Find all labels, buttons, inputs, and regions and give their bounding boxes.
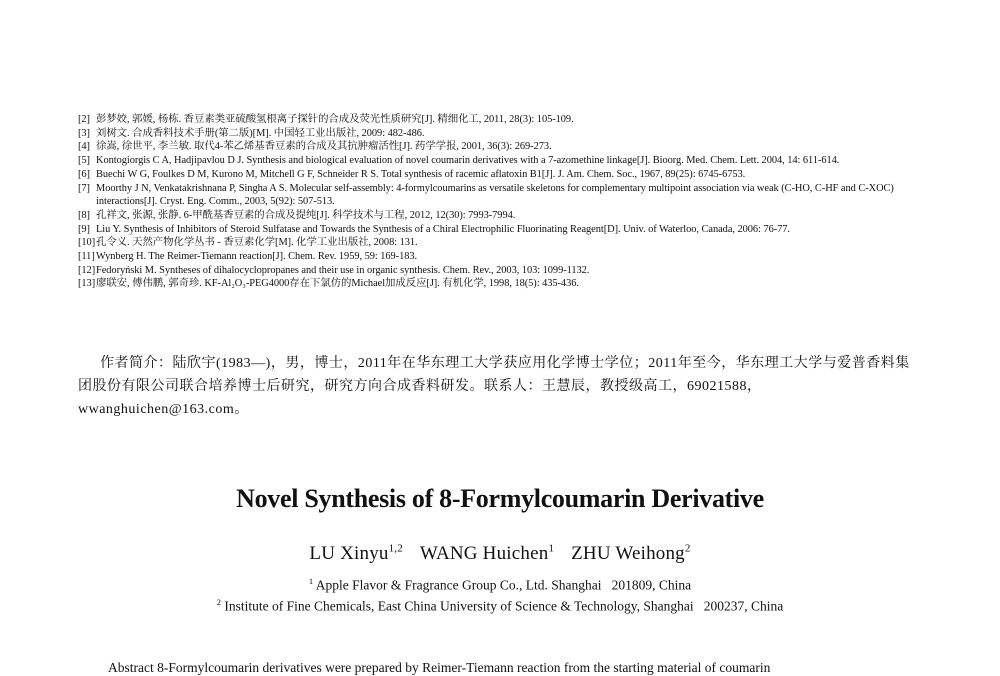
reference-item	[78, 250, 923, 264]
paper-title: Novel Synthesis of 8-Formylcoumarin Derivative	[236, 484, 764, 513]
author-affiliation-mark: 2	[684, 543, 691, 555]
affiliation-text: Apple Flavor & Fragrance Group Co., Ltd. Shanghai 201809, China	[315, 577, 692, 593]
author-name: ZHU Weihong	[571, 543, 685, 565]
affiliation-text: Institute of Fine Chemicals, East China University of Science & Technology, Shanghai 200237, China	[224, 598, 784, 614]
reference-number: [12]	[78, 264, 96, 276]
reference-text: 廖联安, 傅伟鹏, 郭奇珍. KF-Al₂O₃-PEG4000存在下氯仿的Michael加成反应[J]. 有机化学, 1998, 18(5): 435-436.	[96, 278, 579, 290]
reference-text: 孔祥文, 张源, 张静. 6-甲酰基香豆素的合成及提纯[J]. 科学技术与工程, 2012, 12(30): 7993-7994.	[96, 209, 516, 221]
reference-number: [9]	[78, 223, 90, 235]
reference-list	[78, 113, 923, 291]
reference-number: [11]	[78, 251, 95, 263]
reference-number: [6]	[78, 168, 90, 180]
reference-text: Kontogiorgis C A, Hadjipavlou D J. Synthesis and biological evaluation of novel coumarin derivatives with a 7-azomethine linkage[J]. Bioorg. Med. Chem. Lett. 2004, 14: 611-614.	[96, 155, 840, 167]
author	[309, 543, 403, 564]
author-affiliation-mark: 1,2	[388, 543, 403, 555]
reference-text: Moorthy J N, Venkatakrishnana P, Singha A S. Molecular self-assembly: 4-formylcoumarins as versatile skeletons for complementary multipoint association via weak (C-HO, C-HF and C-XOC) interactions[J]. Cryst. Eng. Comm., 2003, 5(92): 507-513.	[96, 182, 894, 208]
reference-text: 孔令义. 天然产物化学丛书 - 香豆素化学[M]. 化学工业出版社, 2008: 131.	[96, 237, 418, 249]
reference-text: Buechi W G, Foulkes D M, Kurono M, Mitchell G F, Schneider R S. Total synthesis of racemic aflatoxin B1[J]. J. Am. Chem. Soc., 1967, 89(25): 6745-6753.	[96, 168, 746, 180]
reference-item	[78, 223, 923, 237]
affiliation-mark: 1	[308, 576, 314, 586]
author-name: LU Xinyu	[309, 543, 389, 565]
reference-number: [13]	[78, 278, 96, 290]
reference-number: [2]	[78, 114, 90, 125]
reference-item	[78, 264, 923, 278]
reference-item	[78, 113, 923, 127]
reference-number: [5]	[78, 155, 90, 167]
author-name: WANG Huichen	[419, 543, 549, 565]
author-bio: 作者简介：陆欣宇(1983—)，男，博士，2011年在华东理工大学获应用化学博士学位；2011年至今，华东理工大学与爱普香料集团股份有限公司联合培养博士后研究，研究方向合成香料研发。联系人：王慧辰，教授级高工，69021588，wwanghuichen@163.com。	[78, 356, 910, 417]
reference-item	[78, 127, 923, 141]
author-list	[0, 543, 1000, 565]
reference-number: [3]	[78, 127, 90, 139]
abstract-partial: Abstract 8-Formylcoumarin derivatives were prepared by Reimer-Tiemann reaction from the starting material of coumarin	[108, 660, 771, 675]
reference-text: Liu Y. Synthesis of Inhibitors of Steroid Sulfatase and Towards the Synthesis of a Chiral Electrophilic Fluorinating Reagent[D]. Univ. of Waterloo, Canada, 2006: 76-77.	[96, 223, 790, 235]
author-affiliation-mark: 1	[548, 543, 555, 555]
affiliation	[0, 597, 1000, 615]
reference-text: 刘树文. 合成香料技术手册(第二版)[M]. 中国轻工业出版社, 2009: 482-486.	[96, 127, 425, 139]
reference-item	[78, 182, 923, 209]
affiliation	[0, 576, 1000, 594]
author	[420, 543, 554, 564]
author	[571, 543, 690, 564]
affiliation-mark: 2	[216, 597, 222, 607]
reference-text: 彭梦姣, 郭媛, 杨栋. 香豆素类亚硫酸氢根离子探针的合成及荧光性质研究[J]. 精细化工, 2011, 28(3): 105-109.	[96, 114, 574, 125]
reference-number: [10]	[78, 237, 96, 249]
reference-text: 徐嵩, 徐世平, 李兰敏. 取代4-苯乙烯基香豆素的合成及其抗肿瘤活性[J]. 药学学报, 2001, 36(3): 269-273.	[96, 141, 552, 153]
reference-number: [4]	[78, 141, 90, 153]
reference-item	[78, 236, 923, 250]
reference-number: [7]	[78, 182, 90, 194]
reference-item	[78, 277, 923, 291]
reference-item	[78, 168, 923, 182]
reference-item	[78, 154, 923, 168]
reference-item	[78, 209, 923, 223]
reference-number: [8]	[78, 209, 90, 221]
reference-text: Wynberg H. The Reimer-Tiemann reaction[J]. Chem. Rev. 1959, 59: 169-183.	[96, 251, 418, 263]
reference-text: Fedoryński M. Syntheses of dihalocyclopropanes and their use in organic synthesis. Chem. Rev., 2003, 103: 1099-1132.	[96, 264, 590, 276]
reference-item	[78, 140, 923, 154]
